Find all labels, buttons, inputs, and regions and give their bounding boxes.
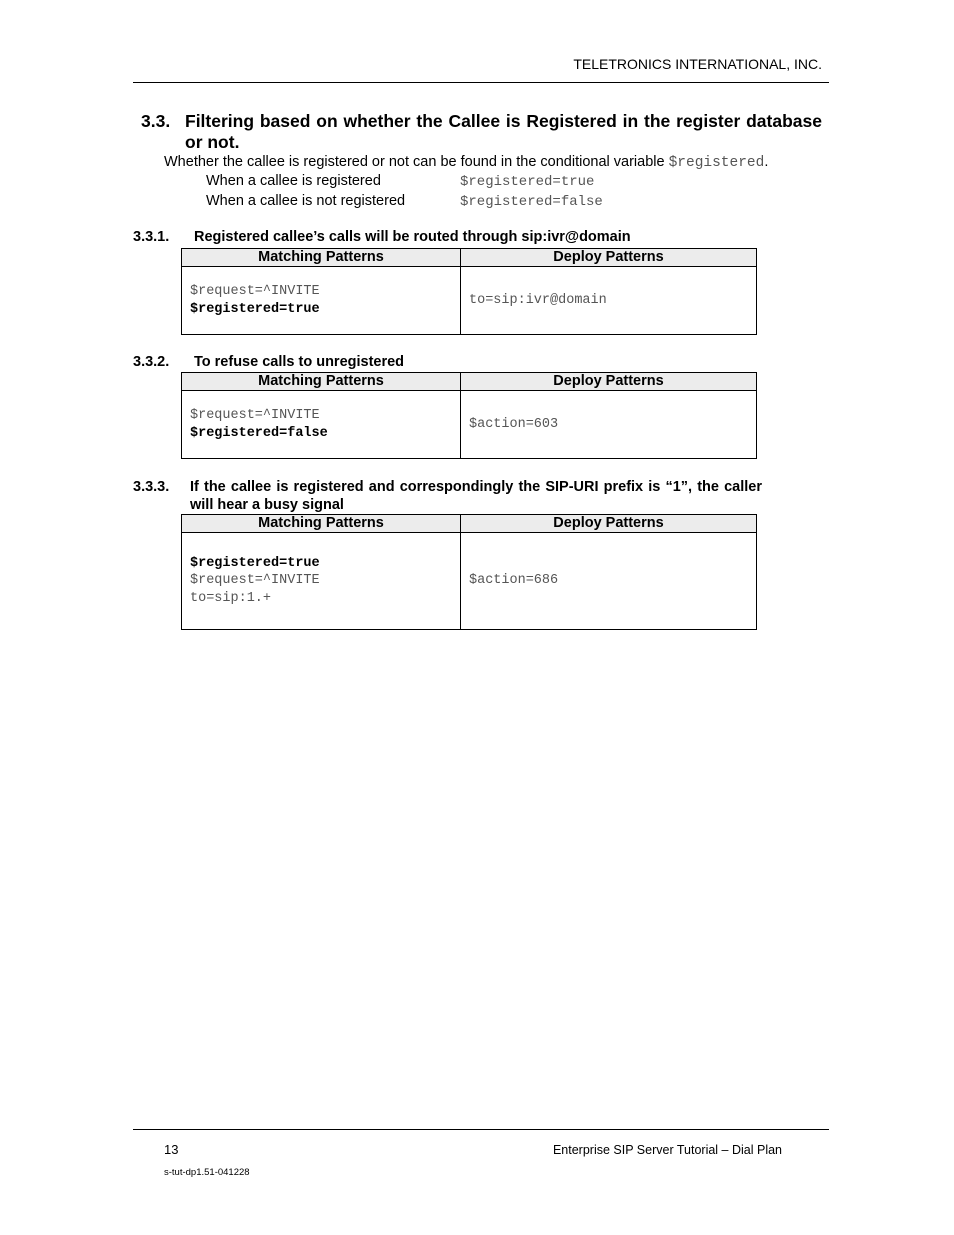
subsection-number-3: 3.3.3. [133, 479, 170, 495]
col-header-deploy: Deploy Patterns [461, 373, 757, 391]
matching-line: $request=^INVITE [190, 284, 320, 299]
matching-line: $registered=true [190, 301, 320, 317]
matching-cell [182, 533, 461, 630]
header-rule [133, 82, 829, 83]
footer-doc-code: s-tut-dp1.51-041228 [164, 1167, 250, 1178]
pattern-table-3 [181, 514, 757, 630]
condition-value-registered: $registered=true [460, 174, 595, 190]
col-header-deploy: Deploy Patterns [461, 249, 757, 267]
pattern-table-2 [181, 372, 757, 459]
matching-cell [182, 391, 461, 459]
condition-label-registered: When a callee is registered [206, 173, 381, 189]
intro-variable: $registered [668, 155, 765, 171]
condition-label-not-registered: When a callee is not registered [206, 193, 406, 209]
subsection-title-1: Registered callee’s calls will be routed through sip:ivr@domain [194, 229, 631, 245]
matching-cell [182, 267, 461, 335]
matching-line: to=sip:1.+ [190, 590, 272, 606]
section-number: 3.3. [141, 111, 171, 131]
subsection-title-2: To refuse calls to unregistered [194, 354, 405, 370]
matching-line: $registered=true [190, 555, 320, 571]
col-header-matching: Matching Patterns [182, 515, 461, 533]
header-company: TELETRONICS INTERNATIONAL, INC. [573, 56, 822, 72]
subsection-number-1: 3.3.1. [133, 229, 170, 245]
col-header-matching: Matching Patterns [182, 249, 461, 267]
subsection-number-2: 3.3.2. [133, 354, 170, 370]
matching-line: $request=^INVITE [190, 573, 320, 589]
deploy-cell: $action=686 [461, 533, 757, 630]
matching-line: $registered=false [190, 425, 328, 441]
intro-text: Whether the callee is registered or not can be found in the conditional variable [164, 154, 669, 170]
intro-end: . [764, 154, 769, 170]
col-header-matching: Matching Patterns [182, 373, 461, 391]
subsection-title-3: If the callee is registered and correspondingly the SIP-URI prefix is “1”, the caller will hear a busy signal [190, 479, 762, 513]
footer-doc-title: Enterprise SIP Server Tutorial – Dial Plan [552, 1143, 782, 1157]
matching-line: $request=^INVITE [190, 408, 320, 423]
condition-value-not-registered: $registered=false [460, 194, 603, 210]
section-title: Filtering based on whether the Callee is Registered in the register database or not. [185, 111, 822, 152]
col-header-deploy: Deploy Patterns [461, 515, 757, 533]
page-number: 13 [164, 1142, 179, 1157]
deploy-cell: $action=603 [461, 391, 757, 459]
footer-rule [133, 1129, 829, 1130]
deploy-cell: to=sip:ivr@domain [461, 267, 757, 335]
pattern-table-1 [181, 248, 757, 335]
section-intro [164, 154, 768, 171]
